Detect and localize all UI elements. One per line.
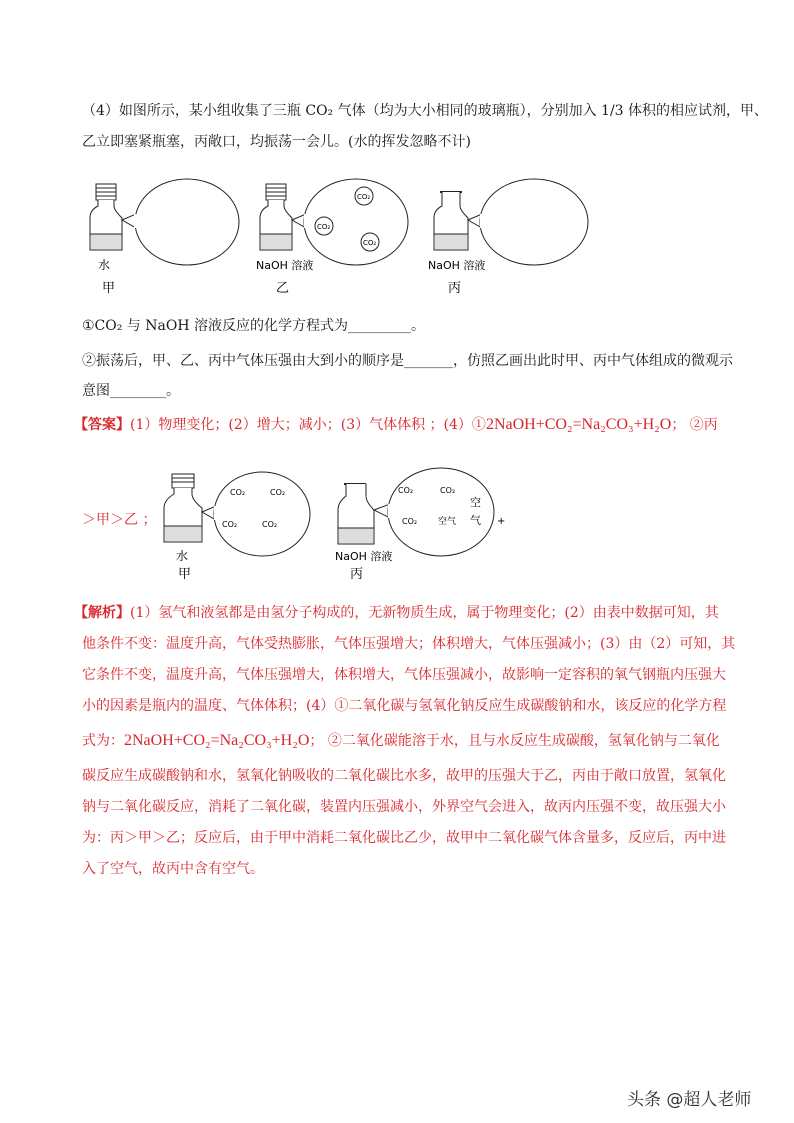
analysis-line-7: 钠与二氧化碳反应，消耗了二氧化碳，装置内压强减小，外界空气会进入，故丙内压强不变，故压强大小	[82, 799, 726, 815]
molecule-co2: CO₂	[230, 488, 246, 497]
answer-bottle-jia	[164, 474, 202, 542]
answer-bing-label: 丙	[350, 567, 364, 582]
bottle-yi	[260, 184, 292, 250]
analysis-tag: 【解析】	[74, 605, 130, 621]
answer-equation: 2NaOH+CO₂=Na₂CO₃+H₂O	[485, 416, 672, 433]
plus-mark: +	[497, 516, 506, 527]
yi-label: 乙	[276, 281, 290, 296]
air-label-big-2: 气	[470, 514, 481, 527]
analysis-line-5-pre: 式为：	[82, 733, 124, 749]
answer-jia-reagent: 水	[176, 549, 189, 563]
answer-bubble-jia	[202, 472, 310, 556]
yi-reagent-label: NaOH 溶液	[256, 259, 314, 272]
answer-line-1	[74, 415, 718, 435]
analysis-line-5	[82, 731, 720, 751]
molecule-co2: CO₂	[222, 520, 238, 529]
bing-reagent-label: NaOH 溶液	[428, 259, 486, 272]
bottle-jia	[90, 184, 122, 250]
watermark: 头条 @超人老师	[627, 1090, 752, 1110]
bubble-jia	[122, 179, 239, 265]
molecule-co2: CO₂	[363, 239, 377, 247]
bubble-yi	[292, 179, 408, 265]
analysis-text-1: (1）氢气和液氢都是由氢分子构成的，无新物质生成，属于物理变化；(2）由表中数据可知，其	[130, 605, 719, 621]
bing-label: 丙	[448, 281, 462, 296]
air-label-small: 空气	[438, 517, 457, 527]
answer-after-equation: ； ②丙	[671, 417, 718, 433]
analysis-line-6: 碳反应生成碳酸钠和水，氢氧化钠吸收的二氧化碳比水多，故甲的压强大于乙，丙由于敞口放置，氢氧化	[82, 768, 726, 784]
answer-jia-label: 甲	[178, 567, 192, 582]
answer-tag: 【答案】	[74, 417, 130, 433]
bubble-bing	[468, 179, 588, 265]
analysis-line-3: 它条件不变，温度升高，气体压强增大，体积增大，气体压强减小，故影响一定容积的氧气钢瓶内压强大	[82, 667, 726, 683]
answer-bubble-bing	[374, 468, 494, 556]
molecule-co2: CO₂	[357, 193, 371, 201]
analysis-line-5-post: ； ②二氧化碳能溶于水，且与水反应生成碳酸，氢氧化钠与二氧化	[309, 733, 720, 749]
analysis-line-1	[74, 603, 719, 623]
figure-answer-diagram	[158, 462, 508, 584]
sub-question-1: ①CO₂ 与 NaOH 溶液反应的化学方程式为_________。	[82, 318, 425, 334]
answer-bing-reagent: NaOH 溶液	[335, 550, 393, 563]
molecule-co2: CO₂	[440, 486, 456, 495]
analysis-line-4: 小的因素是瓶内的温度、气体体积；(4）①二氧化碳与氢氧化钠反应生成碳酸钠和水，该反应的化学方程	[82, 698, 727, 714]
molecule-co2: CO₂	[402, 517, 418, 526]
jia-label: 甲	[102, 281, 116, 296]
bottle-bing	[434, 192, 468, 250]
jia-reagent-label: 水	[98, 258, 111, 272]
answer-order: ＞甲＞乙 ；	[82, 512, 157, 528]
answer-bottle-bing	[338, 484, 374, 544]
figure-three-bottles	[80, 170, 600, 300]
analysis-line-8: 为：丙＞甲＞乙；反应后，由于甲中消耗二氧化碳比乙少，故甲中二氧化碳气体含量多，反应后，丙中进	[82, 830, 726, 846]
molecule-co2: CO₂	[398, 486, 414, 495]
analysis-equation: 2NaOH+CO₂=Na₂CO₃+H₂O	[124, 732, 310, 749]
answer-text: (1）物理变化；(2）增大；减小；(3）气体体积 ；(4）①	[130, 417, 486, 433]
sub-question-2-line-1: ②振荡后，甲、乙、丙中气体压强由大到小的顺序是_______，仿照乙画出此时甲、丙中气体组成的微观示	[82, 353, 733, 369]
question-line-1: （4）如图所示，某小组收集了三瓶 CO₂ 气体（均为大小相同的玻璃瓶），分别加入 1/3 体积的相应试剂，甲、	[82, 103, 769, 119]
molecule-co2: CO₂	[317, 223, 331, 231]
analysis-line-9: 入了空气，故丙中含有空气。	[82, 861, 264, 877]
question-line-2: 乙立即塞紧瓶塞，丙敞口，均振荡一会儿。(水的挥发忽略不计)	[82, 134, 471, 150]
analysis-line-2: 他条件不变：温度升高，气体受热膨胀，气体压强增大；体积增大，气体压强减小；(3）由（2）可知，其	[82, 636, 736, 652]
air-label-big-1: 空	[470, 496, 481, 509]
sub-question-2-line-2: 意图________。	[82, 383, 180, 399]
molecule-co2: CO₂	[270, 488, 286, 497]
molecule-co2: CO₂	[262, 520, 278, 529]
